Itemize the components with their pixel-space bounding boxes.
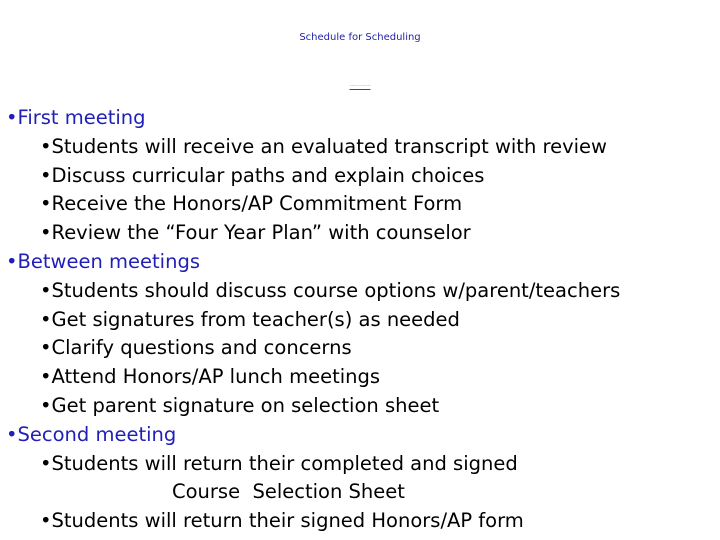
list-item bbox=[40, 219, 471, 247]
heading-text: First meeting bbox=[17, 106, 146, 129]
slide-title: Schedule for Scheduling bbox=[299, 32, 421, 43]
list-item bbox=[40, 450, 518, 478]
bullet: • bbox=[40, 279, 52, 302]
list-item bbox=[40, 190, 462, 218]
bullet: • bbox=[6, 106, 18, 129]
item-text: Students will return their signed Honors/AP form bbox=[51, 509, 524, 532]
list-item-continuation: Course Selection Sheet bbox=[172, 480, 405, 503]
list-item bbox=[40, 363, 380, 391]
bullet: • bbox=[40, 365, 52, 388]
bullet: • bbox=[40, 164, 52, 187]
slide-subtitle: Counselors will see all students two times bbox=[349, 86, 371, 87]
item-text: Students will return their completed and signed bbox=[51, 452, 518, 475]
bullet: • bbox=[6, 250, 18, 273]
section-heading-second-meeting bbox=[6, 421, 176, 449]
item-text: Get parent signature on selection sheet bbox=[51, 394, 440, 417]
item-text: Receive the Honors/AP Commitment Form bbox=[51, 192, 463, 215]
list-item bbox=[40, 306, 460, 334]
list-item bbox=[40, 507, 524, 535]
bullet: • bbox=[40, 221, 52, 244]
item-text: Attend Honors/AP lunch meetings bbox=[51, 365, 381, 388]
item-text: Students will receive an evaluated transcript with review bbox=[51, 135, 607, 158]
section-heading-first-meeting bbox=[6, 104, 146, 132]
bullet: • bbox=[6, 423, 18, 446]
bullet: • bbox=[40, 336, 52, 359]
list-item bbox=[40, 392, 439, 420]
item-text: Students should discuss course options w/parent/teachers bbox=[51, 279, 621, 302]
list-item bbox=[40, 334, 352, 362]
list-item bbox=[40, 133, 607, 161]
bullet: • bbox=[40, 135, 52, 158]
bullet: • bbox=[40, 452, 52, 475]
item-text: Review the “Four Year Plan” with counselor bbox=[51, 221, 471, 244]
item-text: Clarify questions and concerns bbox=[51, 336, 352, 359]
list-item bbox=[40, 277, 620, 305]
bullet: • bbox=[40, 394, 52, 417]
section-heading-between-meetings bbox=[6, 248, 200, 276]
item-text: Discuss curricular paths and explain choices bbox=[51, 164, 485, 187]
item-text: Get signatures from teacher(s) as needed bbox=[51, 308, 460, 331]
bullet: • bbox=[40, 509, 52, 532]
heading-text: Second meeting bbox=[17, 423, 177, 446]
bullet: • bbox=[40, 308, 52, 331]
heading-text: Between meetings bbox=[17, 250, 200, 273]
bullet: • bbox=[40, 192, 52, 215]
list-item bbox=[40, 162, 484, 190]
